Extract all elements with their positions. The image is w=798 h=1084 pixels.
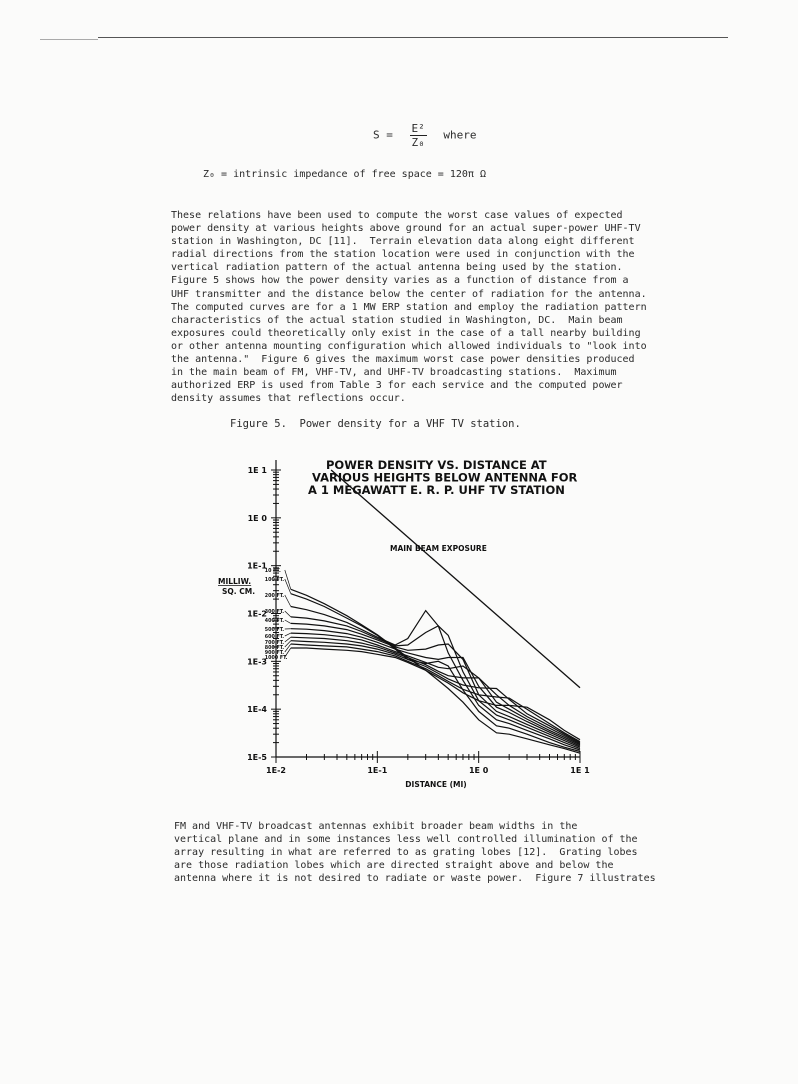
series-line: [291, 637, 580, 744]
y-tick-label: 1E-4: [247, 705, 267, 715]
series-line: [291, 623, 580, 747]
paragraph2-line: antenna where it is not desired to radiate or waste power. Figure 7 illustrates: [174, 873, 656, 885]
power-density-formula: [373, 122, 477, 149]
series-label: 400 FT.: [264, 619, 285, 624]
y-axis-label: SQ. CM.: [222, 587, 256, 597]
series-label: 200 FT.: [264, 594, 285, 599]
paragraph1-line: authorized ERP is used from Table 3 for each service and the computed power: [171, 380, 623, 392]
y-tick-label: 1E-3: [247, 657, 267, 667]
chart-title-line: POWER DENSITY VS. DISTANCE AT: [326, 458, 547, 472]
paragraph1-line: the antenna." Figure 6 gives the maximum worst case power densities produced: [171, 354, 635, 366]
formula-where: where: [443, 128, 477, 142]
formula-equals: =: [386, 128, 393, 142]
series-leader: [285, 611, 291, 617]
paragraph-grating-lobes: [174, 820, 656, 885]
formula-lhs: S: [373, 128, 380, 142]
chart-title-line: VARIOUS HEIGHTS BELOW ANTENNA FOR: [312, 470, 578, 485]
series-label: 900 FT.: [264, 651, 285, 656]
paragraph1-line: UHF transmitter and the distance below the center of radiation for the antenna.: [171, 288, 647, 300]
paragraph1-line: radial directions from the station location were used in conjunction with the: [171, 249, 635, 261]
paragraph1-line: exposures could theoretically only exist in the case of a tall nearby building: [171, 327, 641, 339]
y-tick-label: 1E-1: [247, 561, 267, 571]
series-label: 1000 FT.: [264, 656, 288, 661]
x-tick-label: 1E 0: [468, 766, 489, 775]
main-beam-annotation: MAIN BEAM EXPOSURE: [390, 544, 487, 553]
series-label: 500 FT.: [264, 628, 285, 633]
series-label: 10 FT.: [264, 569, 281, 574]
paragraph1-line: These relations have been used to compute the worst case values of expected: [171, 210, 623, 221]
paragraph1-line: Figure 5 shows how the power density varies as a function of distance from a: [171, 275, 629, 287]
paragraph1-line: in the main beam of FM, VHF-TV, and UHF-TV broadcasting stations. Maximum: [171, 367, 617, 379]
x-tick-label: 1E-2: [266, 766, 286, 775]
formula-numerator: E²: [411, 122, 425, 135]
y-tick-label: 1E 1: [247, 466, 267, 475]
x-axis-label: DISTANCE (MI): [405, 780, 467, 789]
series-leader: [285, 633, 291, 636]
paragraph1-line: or other antenna mounting configuration which allowed individuals to "look into: [171, 340, 647, 352]
paragraph2-line: array resulting in what are referred to as grating lobes [12]. Grating lobes: [174, 847, 638, 859]
series-label: 800 FT.: [264, 646, 285, 651]
series-label: 100 FT.: [264, 578, 285, 583]
paragraph-relations: [171, 209, 647, 405]
series-line: [291, 594, 580, 752]
paragraph2-line: FM and VHF-TV broadcast antennas exhibit broader beam widths in the: [174, 821, 578, 832]
series-leader: [285, 620, 291, 623]
y-axis-label: MILLIW.: [218, 577, 252, 587]
formula-fraction: [410, 122, 427, 149]
y-tick-label: 1E 0: [247, 513, 267, 523]
impedance-definition: Z₀ = intrinsic impedance of free space = 120π Ω: [203, 169, 486, 180]
series-label: 700 FT.: [264, 641, 285, 646]
y-tick-label: 1E-5: [247, 753, 267, 762]
figure-caption: Figure 5. Power density for a VHF TV station.: [230, 418, 521, 430]
paragraph1-line: station in Washington, DC [11]. Terrain elevation data along eight different: [171, 236, 635, 248]
series-line: [291, 641, 580, 743]
formula-denominator: Z₀: [411, 136, 425, 149]
series-label: 600 FT.: [264, 635, 285, 640]
series-label: 300 FT.: [264, 610, 285, 615]
series-leader: [285, 648, 291, 657]
x-tick-label: 1E 1: [570, 766, 590, 775]
power-density-chart: [200, 450, 620, 790]
top-rule-left: [40, 39, 98, 40]
series-leader: [285, 644, 291, 652]
paragraph1-line: vertical radiation pattern of the actual antenna being used by the station.: [171, 262, 623, 274]
series-leader: [285, 595, 291, 607]
x-tick-label: 1E-1: [367, 766, 388, 775]
paragraph1-line: characteristics of the actual station studied in Washington, DC. Main beam: [171, 314, 623, 326]
top-rule: [98, 37, 728, 38]
y-tick-label: 1E-2: [247, 609, 267, 619]
paragraph2-line: vertical plane and in some instances less well controlled illumination of the: [174, 834, 638, 846]
paragraph1-line: power density at various heights above ground for an actual super-power UHF-TV: [171, 223, 641, 235]
paragraph1-line: The computed curves are for a 1 MW ERP station and employ the radiation pattern: [171, 301, 647, 313]
chart-title-line: A 1 MEGAWATT E. R. P. UHF TV STATION: [308, 483, 565, 497]
paragraph1-line: density assumes that reflections occur.: [171, 393, 406, 405]
paragraph2-line: are those radiation lobes which are directed straight above and below the: [174, 860, 614, 872]
